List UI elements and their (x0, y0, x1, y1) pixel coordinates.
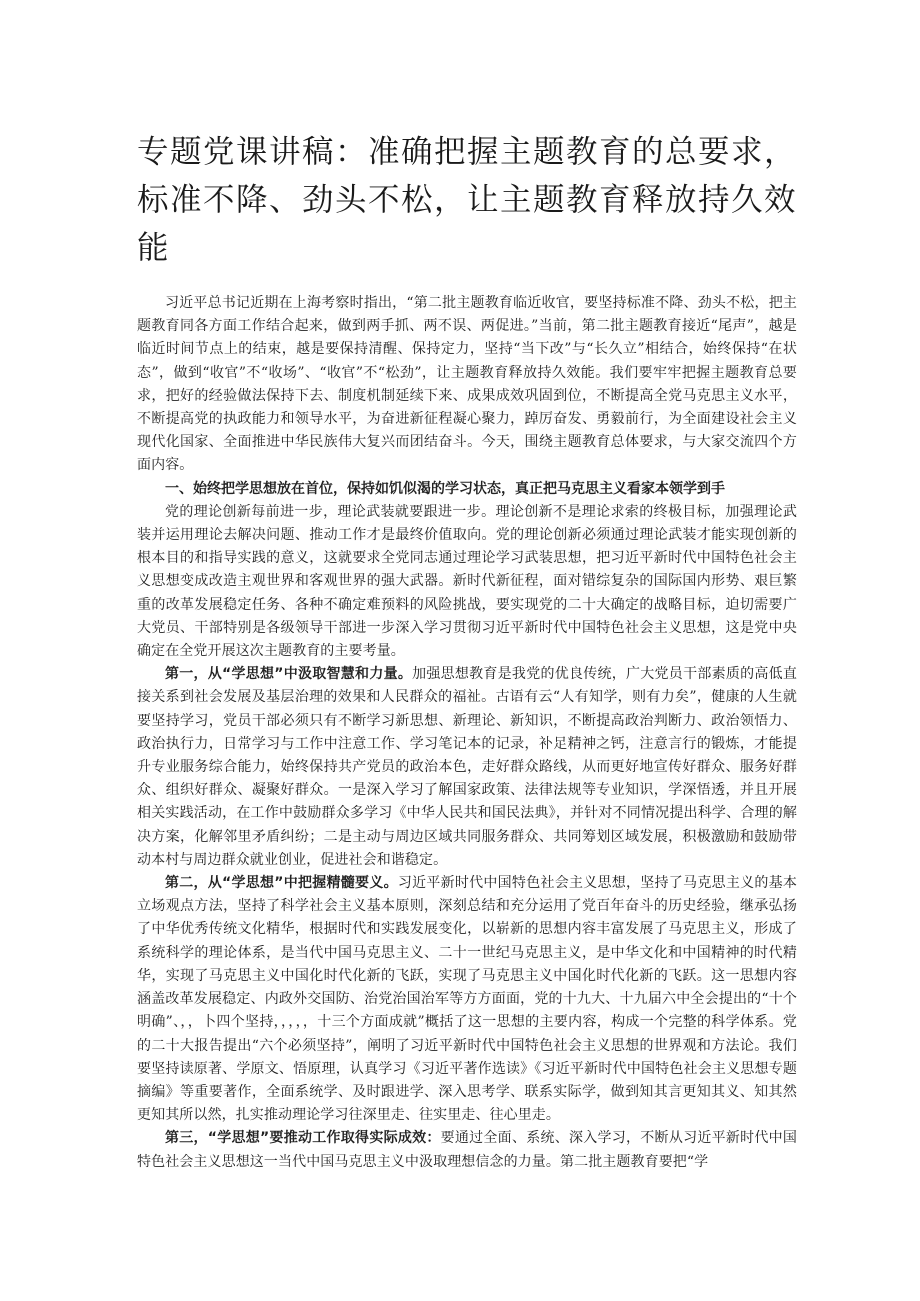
point-3-body: 要通过全面、系统、深入学习，不断从习近平新时代中国特色社会主义思想这一当代中国马克思主义中汲取理想信念的力量。第二批主题教育要把“学 (137, 1130, 798, 1170)
point-3-lead: 第三，“学思想”要推动工作取得实际成效： (165, 1130, 441, 1147)
section-1-paragraph: 党的理论创新每前进一步，理论武装就要跟进一步。理论创新不是理论求索的终极目标，加强理论武装并运用理论去解决问题、推动工作才是最终价值取向。党的理论创新必须通过理论武装才能实现创新的根本目的和指导实践的意义，这就要求全党同志通过理论学习武装思想，把习近平新时代中国特色社会主义思想变成改造主观世界和客观世界的强大武器。新时代新征程，面对错综复杂的国际国内形势、艰巨繁重的改革发展稳定任务、各种不确定难预料的风险挑战，要实现党的二十大确定的战略目标，迫切需要广大党员、干部特别是各级领导干部进一步深入学习贯彻习近平新时代中国特色社会主义思想，这是党中央确定在全党开展这次主题教育的主要考量。 (137, 503, 797, 660)
document-title: 专题党课讲稿：准确把握主题教育的总要求，标准不降、劲头不松，让主题教育释放持久效能 (137, 134, 798, 266)
point-2-body: 习近平新时代中国特色社会主义思想，坚持了马克思主义的基本立场观点方法，坚持了科学社会主义基本原则，深刻总结和充分运用了党百年奋斗的历史经验，继承弘扬了中华优秀传统文化精华，根据时代和实践发展变化，以崭新的思想内容丰富发展了马克思主义，形成了系统科学的理论体系，是当代中国马克思主义、二十一世纪马克思主义，是中华文化和中国精神的时代精华，实现了马克思主义中国化时代化新的飞跃，实现了马克思主义中国化时代化新的飞跃。这一思想内容涵盖改革发展稳定、内政外交国防、治党治国治军等方方面面，党的十九大、十九届六中全会提出的“十个明确”、，，卜四个坚持，，，，，十三个方面成就”概括了这一思想的主要内容，构成一个完整的科学体系。党的二十大报告提出“六个必须坚持”，阐明了习近平新时代中国特色社会主义思想的世界观和方法论。我们要坚持读原著、学原文、悟原理，认真学习《习近平著作选读》《习近平新时代中国特色社会主义思想专题摘编》等重要著作，全面系统学、及时跟进学、深入思考学、联系实际学，做到知其言更知其义、知其然更知其所以然，扎实推动理论学习往深里走、往实里走、往心里走。 (137, 875, 797, 1124)
point-2-lead: 第二，从“学思想”中把握精髓要义。 (165, 875, 398, 892)
point-1-body: 加强思想教育是我党的优良传统，广大党员干部素质的高低直接关系到社会发展及基层治理的效果和人民群众的福祉。古语有云“人有知学，则有力矣”，健康的人生就要坚持学习，党员干部必须只有不断学习新思想、新理论、新知识，不断提高政治判断力、政治领悟力、政治执行力，日常学习与工作中注意工作、学习笔记本的记录，补足精神之钙，注意言行的锻炼，才能提升专业服务综合能力，始终保持共产党员的政治本色，走好群众路线，从而更好地宣传好群众、服务好群众、组织好群众、凝聚好群众。一是深入学习了解国家政策、法律法规等专业知识，学深悟透，并且开展相关实践活动，在工作中鼓励群众多学习《中华人民共和国民法典》，并针对不同情况提出科学、合理的解决方案，化解邻里矛盾纠纷；二是主动与周边区域共同服务群众、共同筹划区域发展，积极激励和鼓励带动本村与周边群众就业创业，促进社会和谐稳定。 (137, 666, 797, 868)
point-3-paragraph (137, 1127, 797, 1173)
intro-paragraph: 习近平总书记近期在上海考察时指出，“第二批主题教育临近收官，要坚持标准不降、劲头不松，把主题教育同各方面工作结合起来，做到两手抓、两不误、两促进。”当前，第二批主题教育接近“尾声”，越是临近时间节点上的结束，越是要保持清醒、保持定力，坚持“当下改”与“长久立”相结合，始终保持“在状态”，做到“收官”不“收场”、“收官”不“松劲”，让主题教育释放持久效能。我们要牢牢把握主题教育总要求，把好的经验做法保持下去、制度机制延续下来、成果成效巩固到位，不断提高全党马克思主义水平，不断提高党的执政能力和领导水平，为奋进新征程凝心聚力，踔厉奋发、勇毅前行，为全面建设社会主义现代化国家、全面推进中华民族伟大复兴而团结奋斗。今天，围绕主题教育总体要求，与大家交流四个方面内容。 (137, 295, 797, 474)
point-2-paragraph (137, 872, 797, 1127)
point-1-paragraph (137, 663, 797, 872)
section-heading-1: 一、始终把学思想放在首位，保持如饥似渴的学习状态，真正把马克思主义看家本领学到手 (165, 480, 725, 497)
document-page (137, 128, 797, 1174)
point-1-lead: 第一，从“学思想”中汲取智慧和力量。 (165, 666, 413, 683)
